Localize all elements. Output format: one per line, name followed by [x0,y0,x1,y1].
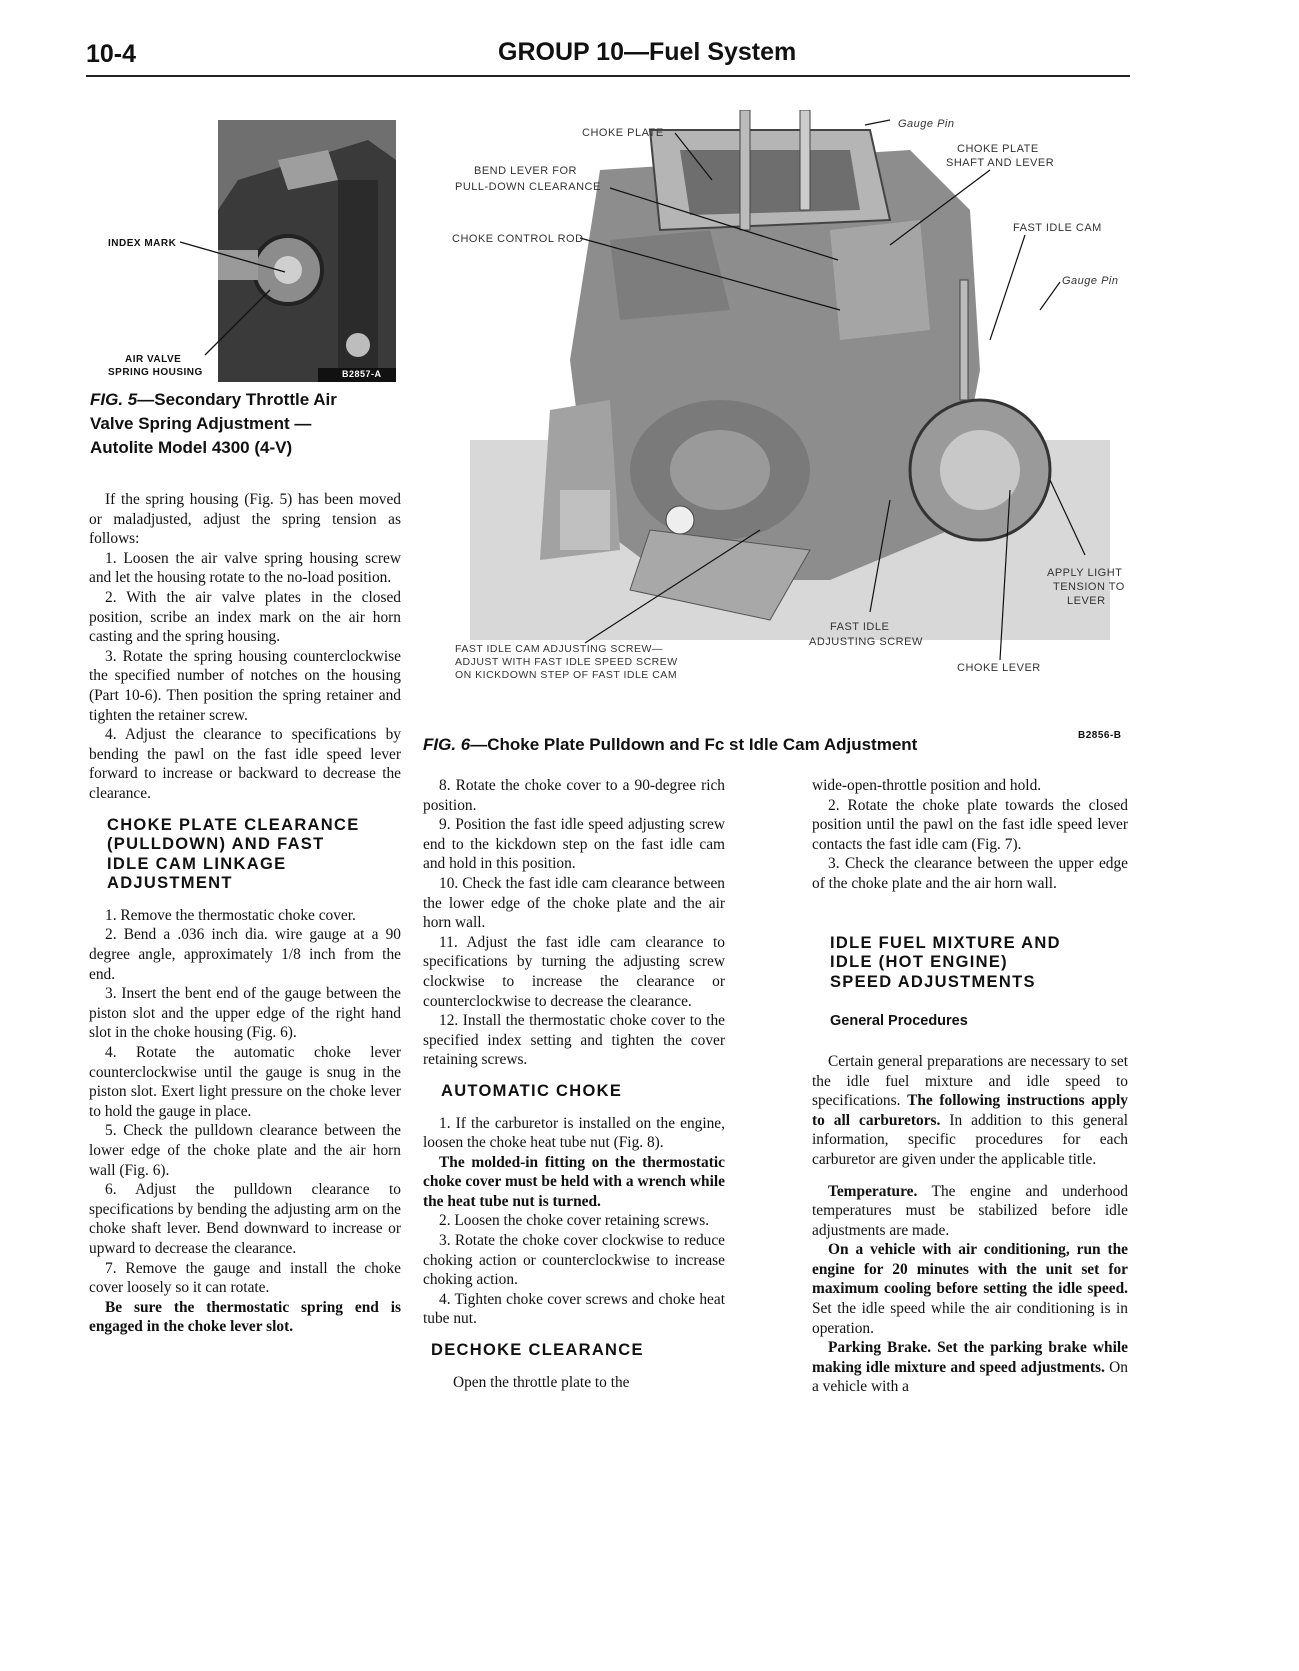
fig5-caption-fig: FIG. 5 [90,390,138,409]
fig5-caption-line3: Autolite Model 4300 (4-V) [90,438,293,457]
col2-step-10: 10. Check the fast idle cam clearance between the lower edge of the choke plate and the air horn wall. [423,874,725,932]
fig6-code: B2856-B [1078,730,1122,741]
page-number: 10-4 [86,40,137,68]
col3-temperature-paragraph [812,1182,1128,1241]
col3-heading-line3: SPEED ADJUSTMENTS [830,972,1036,991]
fig6-label-cam-adj-1: FAST IDLE CAM ADJUSTING SCREW— [455,643,663,655]
fig6-label-bend-lever-2: PULL-DOWN CLEARANCE [455,181,601,193]
fig6-label-apply-1: APPLY LIGHT [1047,567,1123,579]
col2-step-8: 8. Rotate the choke cover to a 90-degree rich position. [423,777,725,814]
col3-parking-paragraph [812,1338,1128,1397]
col1-heading-line4: ADJUSTMENT [107,874,233,893]
col3-parking-lead: Parking Brake. [828,1339,932,1357]
fig6-label-fast-idle-1: FAST IDLE [830,621,890,633]
col1-choke-step-4: 4. Rotate the automatic choke lever counterclockwise until the gauge is snug in the piston slot. Exert light pressure on the choke lever to hold the gauge in place. [89,1044,401,1120]
col3-aircon-text: Set the idle speed while the air conditioning is in operation. [812,1300,1128,1337]
col3-aircon-paragraph [812,1240,1128,1338]
fig6-label-gauge-pin-right: Gauge Pin [1062,275,1119,287]
col2-step-11: 11. Adjust the fast idle cam clearance to specifications by turning the adjusting screw clockwise to increase the clearance or counterclockwise to decrease the clearance. [423,933,725,1010]
col2-dechoke-text: Open the throttle plate to the [453,1373,630,1391]
fig5-caption-line2: Valve Spring Adjustment — [90,414,312,433]
col1-step-3: 3. Rotate the spring housing counterclockwise the specified number of notches on the housing (Part 10-6). Then position the spring retainer and tighten the retainer screw. [89,647,401,724]
column-3 [812,776,1128,1397]
col3-parking-text: On a vehicle with a [812,1358,1128,1396]
fig6-label-cam-adj-3: ON KICKDOWN STEP OF FAST IDLE CAM [455,669,678,681]
col1-choke-note [89,1298,401,1337]
col1-step-2: 2. With the air valve plates in the closed position, scribe an index mark on the air horn casting and the spring housing. [89,588,401,646]
col1-section-heading [89,816,401,894]
col1-step-1: 1. Loosen the air valve spring housing screw and let the housing rotate to the no-load position. [89,549,401,587]
column-2 [423,776,725,1392]
fig6-caption [423,733,1063,757]
col3-section-heading [812,934,1128,993]
col3-general-text: Certain general preparations are necessary to set the idle fuel mixture and idle speed to specifications. [812,1052,1128,1110]
fig5-code: B2857-A [342,369,382,379]
fig6-label-choke-control-rod: CHOKE CONTROL ROD [452,233,584,245]
fig6-caption-text: —Choke Plate Pulldown and Fc st Idle Cam Adjustment [470,735,918,754]
col3-heading-line2: IDLE (HOT ENGINE) [830,953,1008,972]
col3-temperature-text: The engine and underhood temperatures must be stabilized before idle adjustments are made. [812,1182,1128,1239]
col1-heading-line2: (PULLDOWN) AND FAST [107,835,325,854]
fig6-label-choke-shaft-2: SHAFT AND LEVER [946,157,1055,169]
fig6-label-apply-3: LEVER [1067,595,1106,607]
page-title: GROUP 10—Fuel System [498,38,797,66]
col3-parking-bold: Set the parking brake while making idle mixture and speed adjustments. [812,1339,1128,1376]
col3-heading-line1: IDLE FUEL MIXTURE AND [830,933,1061,952]
col2-auto-note-bold: The molded-in fitting on the thermostatic choke cover must be held with a wrench while the heat tube nut is turned. [423,1153,725,1210]
fig5-caption-line1: —Secondary Throttle Air [137,390,337,409]
col3-general-text-2: In addition to this general information, specific procedures for each carburetor are given under the applicable title. [812,1111,1128,1168]
col3-aircon-bold: On a vehicle with air conditioning, run the engine for 20 minutes with the unit set for maximum cooling before setting the idle speed. [812,1241,1128,1298]
col3-dechoke-step-2: 2. Rotate the choke plate towards the closed position until the pawl on the fast idle speed lever contacts the fast idle cam (Fig. 7). [812,796,1128,853]
col1-heading-line3: IDLE CAM LINKAGE [107,854,287,873]
col1-choke-step-7: 7. Remove the gauge and install the choke cover loosely so it can rotate. [89,1259,401,1297]
fig6-label-apply-2: TENSION TO [1053,581,1125,593]
col2-auto-note [423,1153,725,1212]
fig5-label-index-mark: INDEX MARK [108,238,177,249]
column-1 [89,490,401,1337]
col1-choke-step-3: 3. Insert the bent end of the gauge between the piston slot and the upper edge of the right hand slot in the choke housing (Fig. 6). [89,985,401,1042]
fig6-caption-fig: FIG. 6 [423,735,471,754]
fig5-label-spring-housing: SPRING HOUSING [108,367,203,378]
col3-general-paragraph [812,1052,1128,1170]
fig6-label-fast-idle-2: ADJUSTING SCREW [809,636,923,648]
col3-general-bold: The following instructions apply to all carburetors. [812,1092,1128,1129]
fig6-label-choke-plate: CHOKE PLATE [582,127,664,139]
fig6-label-choke-shaft-1: CHOKE PLATE [957,143,1039,155]
fig6-label-choke-lever: CHOKE LEVER [957,662,1041,674]
fig6-label-cam-adj-2: ADJUST WITH FAST IDLE SPEED SCREW [455,656,678,668]
fig6-label-bend-lever-1: BEND LEVER FOR [474,165,577,177]
col2-heading-automatic-choke: AUTOMATIC CHOKE [441,1081,623,1100]
fig6-label-gauge-pin-top: Gauge Pin [898,118,955,130]
col1-step-4: 4. Adjust the clearance to specifications by bending the pawl on the fast idle speed lever forward to increase or backward to decrease the clearance. [89,726,401,802]
col1-heading-line1: CHOKE PLATE CLEARANCE [107,815,360,834]
col2-step-9: 9. Position the fast idle speed adjusting screw end to the kickdown step on the fast idle cam and hold in this position. [423,816,725,873]
col1-choke-step-2: 2. Bend a .036 inch dia. wire gauge at a 90 degree angle, approximately 1/8 inch from the end. [89,926,401,983]
col2-heading-dechoke: DECHOKE CLEARANCE [431,1341,644,1360]
col3-dechoke-step-3: 3. Check the clearance between the upper edge of the choke plate and the air horn wall. [812,855,1128,892]
col2-auto-step-1: 1. If the carburetor is installed on the engine, loosen the choke heat tube nut (Fig. 8). [423,1114,725,1152]
col3-subheading: General Procedures [830,1013,968,1030]
col2-auto-step-3: 3. Rotate the choke cover clockwise to reduce choking action or counterclockwise to increase choking action. [423,1232,725,1289]
col3-dechoke-cont: wide-open-throttle position and hold. [812,777,1042,794]
col1-choke-step-6: 6. Adjust the pulldown clearance to specifications by bending the adjusting arm on the choke shaft lever. Bend downward to increase or upward to decrease the clearance. [89,1181,401,1257]
col2-auto-step-4: 4. Tighten choke cover screws and choke heat tube nut. [423,1290,725,1328]
col1-choke-note-bold: Be sure the thermostatic spring end is engaged in the choke lever slot. [89,1298,401,1336]
fig5-label-air-valve: AIR VALVE [125,354,182,365]
fig6-label-fast-idle-cam: FAST IDLE CAM [1013,222,1102,234]
col1-intro: If the spring housing (Fig. 5) has been moved or maladjusted, adjust the spring tension as follows: [89,491,401,548]
col1-choke-step-1: 1. Remove the thermostatic choke cover. [105,906,356,924]
col2-step-12: 12. Install the thermostatic choke cover to the specified index setting and tighten the cover retaining screws. [423,1012,725,1069]
col1-choke-step-5: 5. Check the pulldown clearance between the lower edge of the choke plate and the air horn wall (Fig. 6). [89,1122,401,1179]
col3-temperature-lead: Temperature. [828,1182,918,1200]
col2-auto-step-2: 2. Loosen the choke cover retaining screws. [439,1212,710,1230]
